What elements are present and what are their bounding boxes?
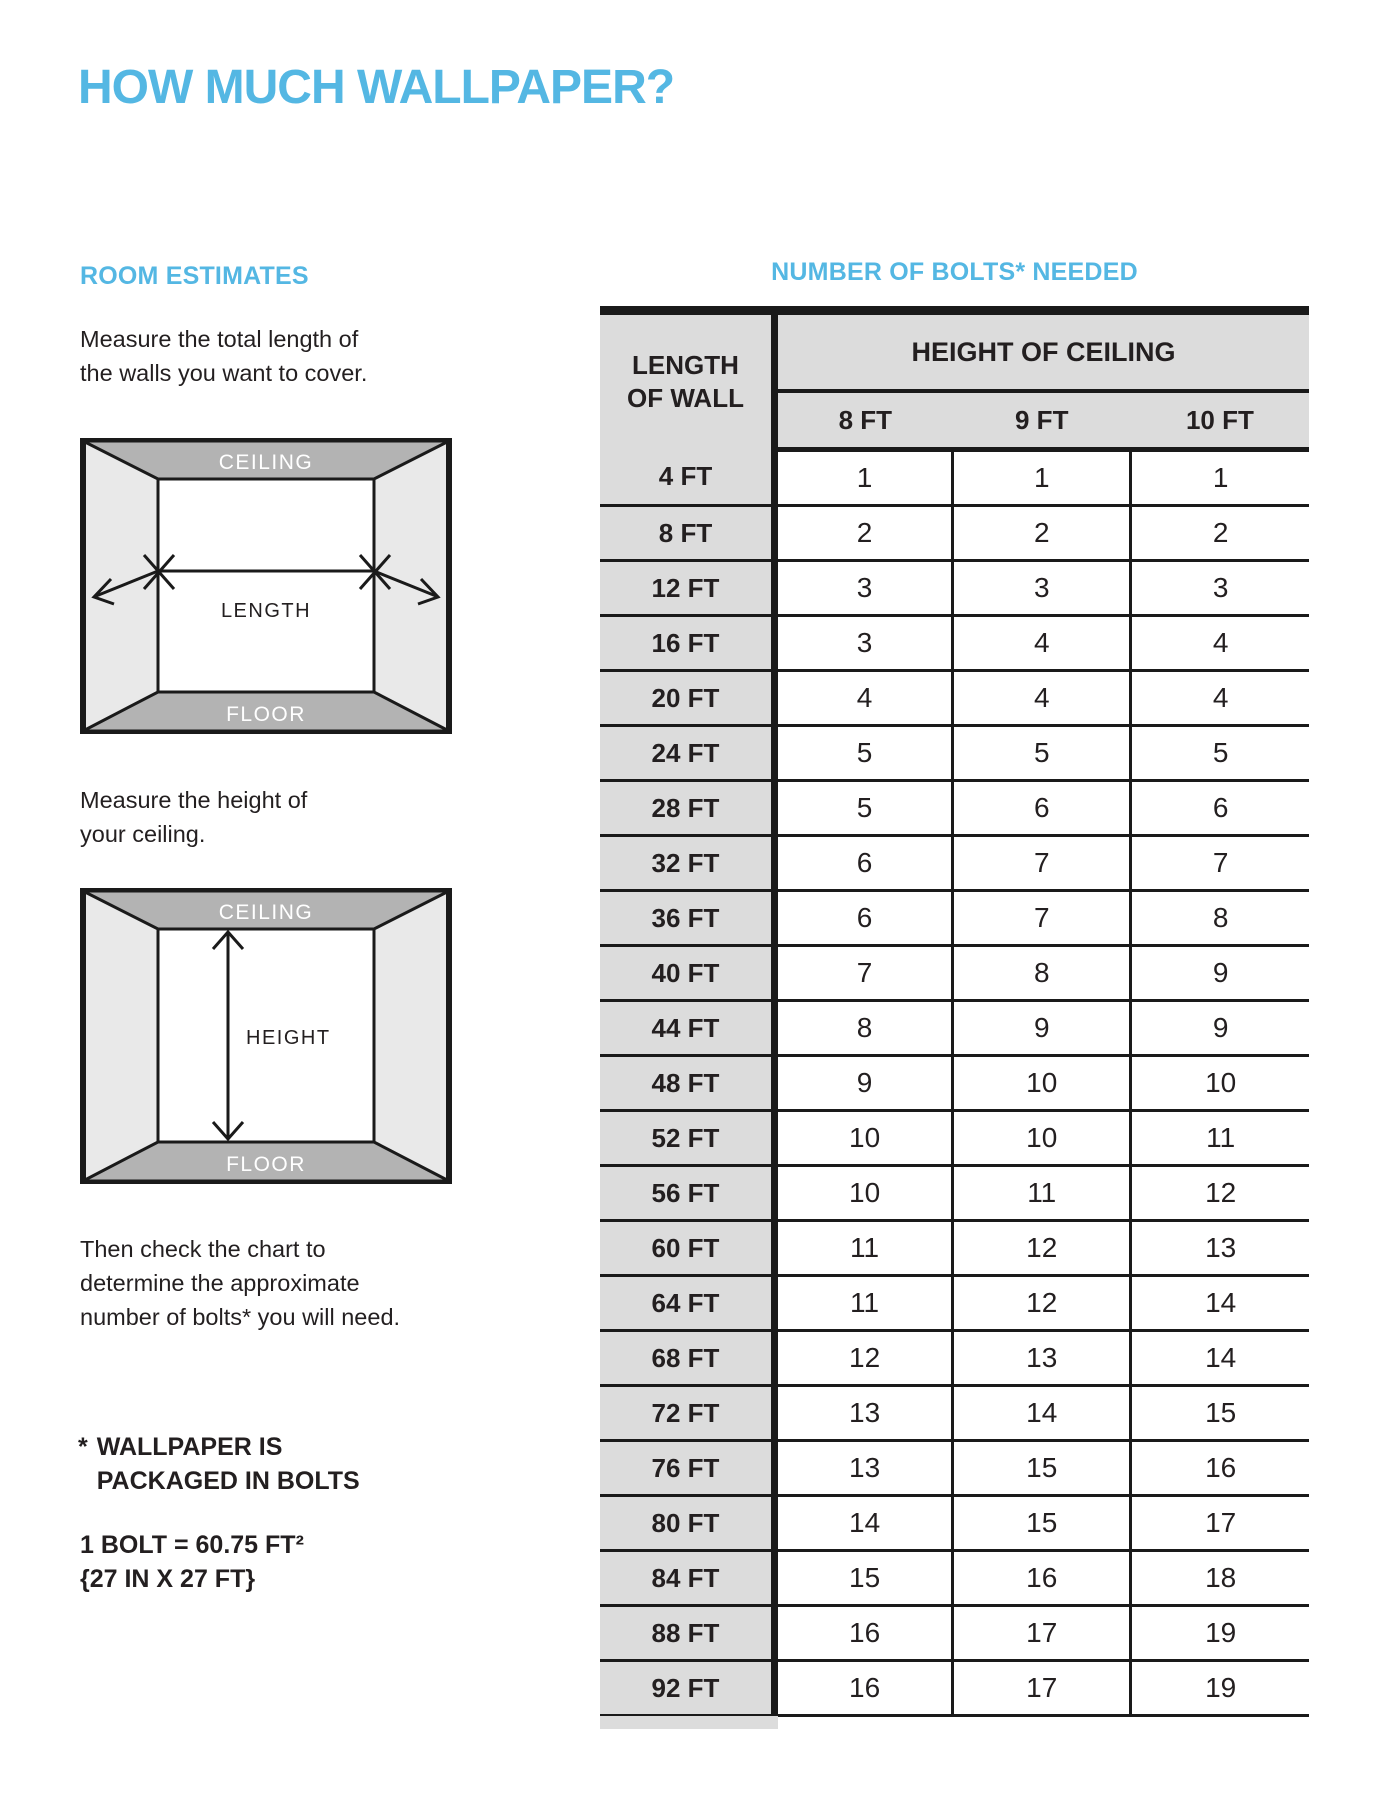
value-cell: 4 bbox=[775, 671, 953, 726]
length-cell: 16 FT bbox=[600, 616, 775, 671]
value-cell: 15 bbox=[953, 1496, 1131, 1551]
length-cell: 48 FT bbox=[600, 1056, 775, 1111]
value-cell: 19 bbox=[1131, 1661, 1309, 1716]
floor-label: FLOOR bbox=[226, 1153, 306, 1176]
value-cell: 10 bbox=[953, 1056, 1131, 1111]
value-cell: 6 bbox=[775, 891, 953, 946]
table-row bbox=[600, 1386, 1309, 1441]
paragraph-measure-height bbox=[80, 783, 307, 851]
value-cell: 3 bbox=[1131, 561, 1309, 616]
paragraph-line: the walls you want to cover. bbox=[80, 360, 368, 386]
value-cell: 11 bbox=[775, 1221, 953, 1276]
height-of-ceiling-header: HEIGHT OF CEILING bbox=[775, 311, 1310, 392]
value-cell: 13 bbox=[775, 1441, 953, 1496]
length-cell: 32 FT bbox=[600, 836, 775, 891]
paragraph-line: your ceiling. bbox=[80, 821, 206, 847]
room-length-diagram-svg bbox=[80, 438, 452, 734]
value-cell: 3 bbox=[953, 561, 1131, 616]
paragraph-line: Measure the total length of bbox=[80, 326, 359, 352]
value-cell: 11 bbox=[775, 1276, 953, 1331]
value-cell: 16 bbox=[775, 1606, 953, 1661]
table-row bbox=[600, 506, 1309, 561]
value-cell: 18 bbox=[1131, 1551, 1309, 1606]
value-cell: 1 bbox=[775, 450, 953, 506]
value-cell: 5 bbox=[775, 781, 953, 836]
table-row bbox=[600, 946, 1309, 1001]
floor-label: FLOOR bbox=[226, 703, 306, 726]
value-cell: 16 bbox=[953, 1551, 1131, 1606]
length-cell: 92 FT bbox=[600, 1661, 775, 1716]
table-row bbox=[600, 561, 1309, 616]
value-cell: 12 bbox=[953, 1276, 1131, 1331]
paragraph-line: Measure the height of bbox=[80, 787, 308, 813]
value-cell: 6 bbox=[953, 781, 1131, 836]
length-cell: 64 FT bbox=[600, 1276, 775, 1331]
value-cell: 12 bbox=[775, 1331, 953, 1386]
value-cell: 16 bbox=[775, 1661, 953, 1716]
length-cell: 40 FT bbox=[600, 946, 775, 1001]
value-cell: 2 bbox=[953, 506, 1131, 561]
table-row bbox=[600, 450, 1309, 506]
paragraph-measure-length bbox=[80, 322, 367, 390]
length-header-line: LENGTH bbox=[632, 350, 739, 381]
table-row bbox=[600, 1551, 1309, 1606]
ceiling-height-diagram-svg bbox=[80, 888, 452, 1184]
value-cell: 9 bbox=[953, 1001, 1131, 1056]
table-row bbox=[600, 1221, 1309, 1276]
value-cell: 4 bbox=[953, 616, 1131, 671]
length-cell: 44 FT bbox=[600, 1001, 775, 1056]
length-cell: 24 FT bbox=[600, 726, 775, 781]
footnote-line: WALLPAPER IS bbox=[96, 1433, 283, 1461]
value-cell: 1 bbox=[953, 450, 1131, 506]
value-cell: 7 bbox=[775, 946, 953, 1001]
length-cell: 56 FT bbox=[600, 1166, 775, 1221]
value-cell: 7 bbox=[953, 836, 1131, 891]
table-row bbox=[600, 1441, 1309, 1496]
table-row bbox=[600, 891, 1309, 946]
bolt-spec bbox=[80, 1528, 304, 1596]
paragraph-line: Then check the chart to bbox=[80, 1236, 326, 1262]
bolts-table-body bbox=[600, 450, 1309, 1716]
table-row bbox=[600, 1661, 1309, 1716]
table-row bbox=[600, 1331, 1309, 1386]
table-row bbox=[600, 1166, 1309, 1221]
value-cell: 16 bbox=[1131, 1441, 1309, 1496]
bolts-footnote bbox=[78, 1430, 360, 1498]
value-cell: 2 bbox=[1131, 506, 1309, 561]
value-cell: 3 bbox=[775, 616, 953, 671]
bolt-spec-line: {27 IN X 27 FT} bbox=[80, 1565, 256, 1593]
value-cell: 4 bbox=[1131, 671, 1309, 726]
value-cell: 5 bbox=[775, 726, 953, 781]
value-cell: 8 bbox=[775, 1001, 953, 1056]
page-title: HOW MUCH WALLPAPER? bbox=[78, 61, 675, 114]
table-row bbox=[600, 1111, 1309, 1166]
paragraph-line: number of bolts* you will need. bbox=[80, 1304, 401, 1330]
footnote-line: PACKAGED IN BOLTS bbox=[96, 1467, 360, 1495]
value-cell: 8 bbox=[953, 946, 1131, 1001]
value-cell: 5 bbox=[1131, 726, 1309, 781]
length-cell: 36 FT bbox=[600, 891, 775, 946]
subheader-8ft: 8 FT bbox=[775, 391, 953, 450]
room-estimates-heading: ROOM ESTIMATES bbox=[80, 262, 309, 290]
asterisk: * bbox=[78, 1433, 88, 1461]
table-row bbox=[600, 1056, 1309, 1111]
length-cell: 20 FT bbox=[600, 671, 775, 726]
height-label: HEIGHT bbox=[246, 1027, 331, 1049]
table-row bbox=[600, 1606, 1309, 1661]
table-bottom-strip bbox=[600, 1716, 778, 1729]
value-cell: 14 bbox=[775, 1496, 953, 1551]
value-cell: 4 bbox=[1131, 616, 1309, 671]
paragraph-line: determine the approximate bbox=[80, 1270, 360, 1296]
bolt-spec-line: 1 BOLT = 60.75 FT² bbox=[80, 1531, 304, 1559]
value-cell: 14 bbox=[953, 1386, 1131, 1441]
subheader-10ft: 10 FT bbox=[1131, 391, 1309, 450]
length-cell: 68 FT bbox=[600, 1331, 775, 1386]
value-cell: 14 bbox=[1131, 1276, 1309, 1331]
ceiling-height-diagram bbox=[80, 888, 452, 1184]
length-cell: 52 FT bbox=[600, 1111, 775, 1166]
length-of-wall-header bbox=[600, 311, 775, 450]
value-cell: 11 bbox=[1131, 1111, 1309, 1166]
value-cell: 10 bbox=[775, 1111, 953, 1166]
value-cell: 19 bbox=[1131, 1606, 1309, 1661]
table-row bbox=[600, 616, 1309, 671]
value-cell: 2 bbox=[775, 506, 953, 561]
table-row bbox=[600, 671, 1309, 726]
length-label: LENGTH bbox=[220, 600, 312, 622]
value-cell: 17 bbox=[953, 1606, 1131, 1661]
value-cell: 12 bbox=[953, 1221, 1131, 1276]
value-cell: 1 bbox=[1131, 450, 1309, 506]
length-cell: 84 FT bbox=[600, 1551, 775, 1606]
value-cell: 7 bbox=[953, 891, 1131, 946]
length-cell: 28 FT bbox=[600, 781, 775, 836]
table-header-row bbox=[600, 311, 1309, 392]
length-cell: 4 FT bbox=[600, 450, 775, 506]
bolts-table bbox=[600, 306, 1309, 1717]
table-row bbox=[600, 781, 1309, 836]
bolts-table-container bbox=[600, 306, 1309, 1717]
table-row bbox=[600, 1001, 1309, 1056]
value-cell: 10 bbox=[953, 1111, 1131, 1166]
length-cell: 72 FT bbox=[600, 1386, 775, 1441]
value-cell: 6 bbox=[1131, 781, 1309, 836]
value-cell: 14 bbox=[1131, 1331, 1309, 1386]
value-cell: 9 bbox=[1131, 946, 1309, 1001]
length-cell: 12 FT bbox=[600, 561, 775, 616]
room-length-diagram bbox=[80, 438, 452, 734]
value-cell: 15 bbox=[953, 1441, 1131, 1496]
length-cell: 8 FT bbox=[600, 506, 775, 561]
length-cell: 80 FT bbox=[600, 1496, 775, 1551]
table-row bbox=[600, 836, 1309, 891]
value-cell: 6 bbox=[775, 836, 953, 891]
subheader-9ft: 9 FT bbox=[953, 391, 1131, 450]
ceiling-label: CEILING bbox=[218, 451, 314, 474]
value-cell: 3 bbox=[775, 561, 953, 616]
value-cell: 13 bbox=[1131, 1221, 1309, 1276]
table-row bbox=[600, 1496, 1309, 1551]
table-row bbox=[600, 726, 1309, 781]
bolts-table-heading: NUMBER OF BOLTS* NEEDED bbox=[771, 258, 1138, 286]
value-cell: 5 bbox=[953, 726, 1131, 781]
value-cell: 11 bbox=[953, 1166, 1131, 1221]
length-cell: 88 FT bbox=[600, 1606, 775, 1661]
value-cell: 4 bbox=[953, 671, 1131, 726]
back-wall bbox=[158, 479, 374, 692]
length-cell: 60 FT bbox=[600, 1221, 775, 1276]
value-cell: 12 bbox=[1131, 1166, 1309, 1221]
value-cell: 7 bbox=[1131, 836, 1309, 891]
value-cell: 17 bbox=[1131, 1496, 1309, 1551]
value-cell: 9 bbox=[1131, 1001, 1309, 1056]
length-header-line: OF WALL bbox=[627, 383, 744, 414]
value-cell: 10 bbox=[775, 1166, 953, 1221]
value-cell: 10 bbox=[1131, 1056, 1309, 1111]
value-cell: 13 bbox=[775, 1386, 953, 1441]
value-cell: 15 bbox=[1131, 1386, 1309, 1441]
value-cell: 15 bbox=[775, 1551, 953, 1606]
ceiling-label: CEILING bbox=[218, 901, 314, 924]
value-cell: 13 bbox=[953, 1331, 1131, 1386]
value-cell: 9 bbox=[775, 1056, 953, 1111]
value-cell: 8 bbox=[1131, 891, 1309, 946]
length-cell: 76 FT bbox=[600, 1441, 775, 1496]
value-cell: 17 bbox=[953, 1661, 1131, 1716]
paragraph-check-chart bbox=[80, 1232, 400, 1334]
table-row bbox=[600, 1276, 1309, 1331]
